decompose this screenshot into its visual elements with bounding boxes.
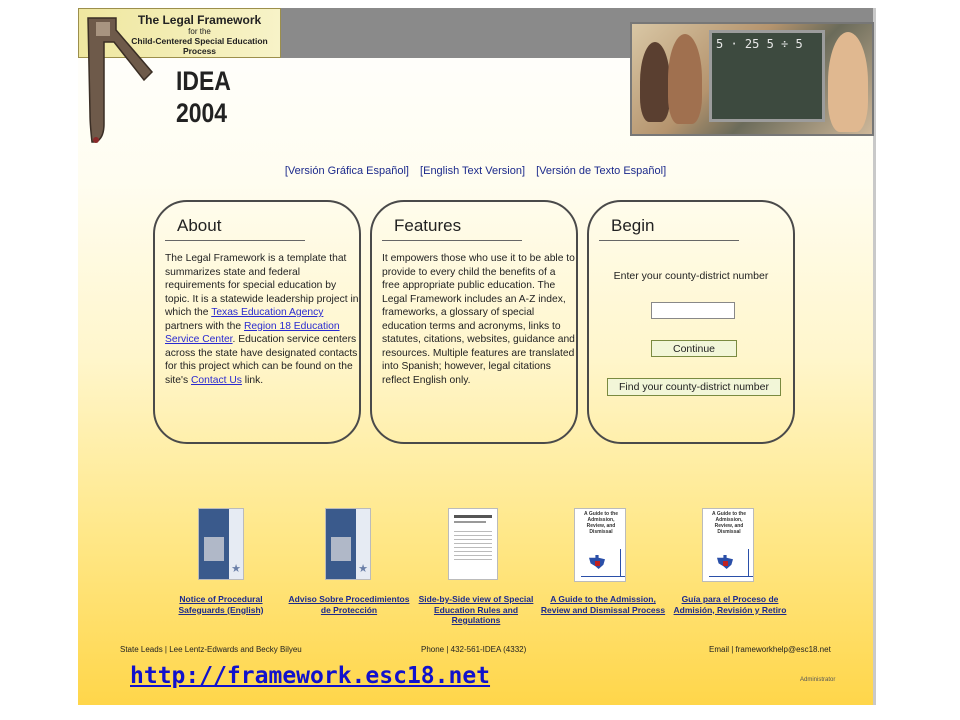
pub-label-safeguards-english[interactable]: Notice of Procedural Safeguards (English) (178, 594, 264, 615)
pub-cover-safeguards-spanish[interactable] (325, 508, 371, 580)
about-divider (165, 240, 305, 241)
footer-email[interactable]: Email | frameworkhelp@esc18.net (709, 645, 831, 654)
pub-cover-ard-guide-english[interactable]: A Guide to the Admission, Review, and Dismissal (574, 508, 626, 582)
features-divider (382, 240, 522, 241)
features-title: Features (394, 216, 462, 235)
logo-for: for the (188, 27, 211, 36)
footer-phone: Phone | 432-561-IDEA (4332) (421, 645, 527, 654)
link-english-text[interactable]: [English Text Version] (420, 165, 526, 177)
student-photo-left (640, 42, 670, 122)
pub-cover-side-by-side[interactable] (448, 508, 498, 580)
about-text-1: The Legal Framework is a template that summarizes state and federal requirements for special education by topic. It is a statewide leadership project in which the (165, 253, 359, 318)
about-text-2: partners with the (165, 320, 244, 332)
features-card (370, 200, 578, 444)
contact-us-link[interactable]: Contact Us (191, 374, 242, 386)
logo-title: The Legal Framework (137, 13, 262, 27)
region-18-link[interactable]: Region 18 Education Service Center (165, 320, 340, 345)
idea-line1: IDEA (176, 66, 231, 96)
about-text-4: link. (241, 374, 264, 386)
link-texto-espanol[interactable]: [Versión de Texto Español] (536, 165, 667, 177)
pub-cover-safeguards-english[interactable] (198, 508, 244, 580)
header-photo (630, 22, 874, 136)
star-icon: ★ (231, 563, 241, 575)
student-photo-mid (668, 34, 702, 124)
logo-subtitle: Child-Centered Special Education Process (131, 36, 268, 56)
language-links (78, 165, 873, 177)
begin-divider (599, 240, 739, 241)
pub-label-ard-guide-english[interactable]: A Guide to the Admission, Review and Dismissal Process (540, 594, 666, 615)
square-tool-icon (82, 14, 172, 144)
administrator-link[interactable]: Administrator (800, 677, 836, 683)
county-prompt: Enter your county-district number (613, 270, 769, 282)
star-icon: ★ (358, 563, 368, 575)
begin-title: Begin (611, 216, 655, 235)
county-district-input[interactable] (651, 302, 735, 319)
page-frame (78, 8, 876, 705)
idea-2004-title (176, 65, 231, 129)
pub-label-side-by-side[interactable]: Side-by-Side view of Special Education Rules and Regulations (418, 594, 534, 625)
texas-education-agency-link[interactable]: Texas Education Agency (211, 307, 324, 318)
about-body (165, 252, 359, 387)
about-card (153, 200, 361, 444)
about-title: About (177, 216, 222, 235)
about-text-3: . Education service centers across the state have designated contacts for this project which can be found on the site's (165, 334, 358, 386)
site-url-caption[interactable]: http://framework.esc18.net (130, 663, 491, 689)
begin-card (587, 200, 795, 444)
link-grafica-espanol[interactable]: [Versión Gráfica Español] (284, 165, 409, 177)
idea-line2: 2004 (176, 98, 228, 128)
chalkboard-text: 5 · 25 5 ÷ 5 (716, 37, 803, 51)
pub-label-safeguards-spanish[interactable]: Adviso Sobre Procedimientos de Protección (288, 594, 410, 615)
pub-label-ard-guide-spanish[interactable]: Guía para el Proceso de Admisión, Revisión y Retiro (673, 594, 787, 615)
continue-button[interactable]: Continue (651, 340, 737, 357)
footer-state-leads: State Leads | Lee Lentz-Edwards and Becky Bilyeu (120, 645, 302, 654)
features-body: It empowers those who use it to be able to provide to every child the benefits of a free appropriate public education. The Legal Framework includes an A-Z index, frameworks, a glossary of special education terms and acronyms, links to statutes, citations, websites, guidance and resources. Multiple features are translated into Spanish; however, legal citations reflect English only. (382, 253, 575, 386)
pub-cover-ard-guide-spanish[interactable]: A Guide to the Admission, Review, and Dismissal (702, 508, 754, 582)
chalkboard-photo (709, 30, 825, 122)
find-county-button[interactable]: Find your county-district number (607, 378, 781, 396)
student-photo-right (828, 32, 868, 132)
